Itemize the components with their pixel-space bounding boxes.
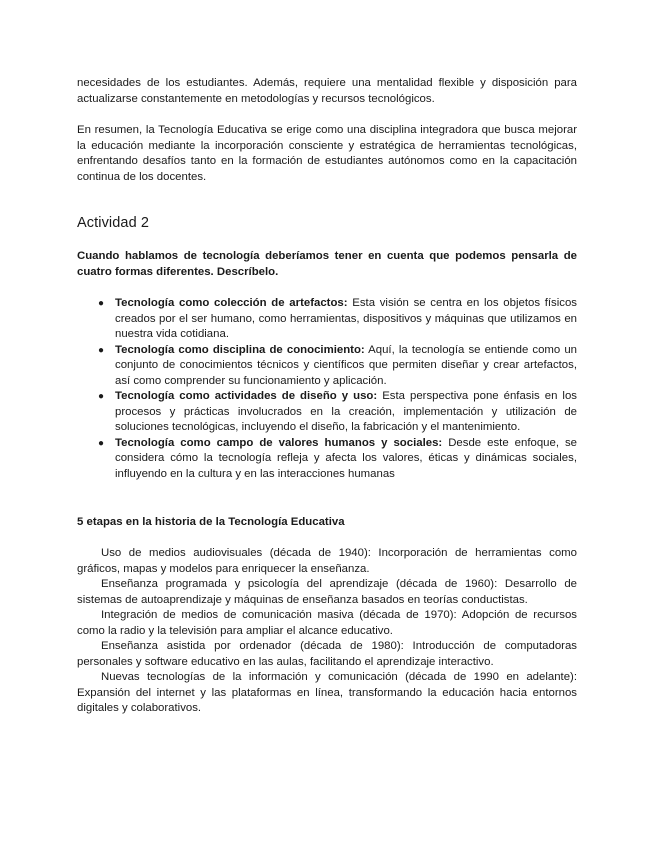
- list-item: [77, 389, 577, 436]
- intro-paragraph-2: En resumen, la Tecnología Educativa se erige como una disciplina integradora que busca mejorar la educación mediante la incorporación consciente y estratégica de herramientas tecnológicas, enfrentando desafíos tanto en la formación de estudiantes autónomos como en la capacitación continua de los docentes.: [77, 124, 577, 183]
- history-stage: Nuevas tecnologías de la información y comunicación (década de 1990 en adelante): Expansión del internet y las plataformas en línea, transformando la educación hacia entornos digitales y colaborativos.: [77, 671, 577, 714]
- history-stage: Enseñanza programada y psicología del aprendizaje (década de 1960): Desarrollo de sistemas de autoaprendizaje y máquinas de enseñanza basados en teorías conductistas.: [77, 578, 577, 606]
- intro-paragraph-1: necesidades de los estudiantes. Además, requiere una mentalidad flexible y disposición para actualizarse constantemente en metodologías y recursos tecnológicos.: [77, 77, 577, 105]
- list-item-term: Tecnología como disciplina de conocimiento:: [115, 343, 365, 356]
- list-item: [77, 436, 577, 483]
- bullet-icon: ●: [98, 391, 105, 402]
- activity-heading: Actividad 2: [77, 215, 150, 231]
- list-item-text: Aquí, la tecnología se entiende como un conjunto de conocimientos técnicos y científicos que permiten diseñar y crear artefactos, así como comprender su funcionamiento y aplicación.: [115, 343, 578, 387]
- list-item-text: Esta perspectiva pone énfasis en los procesos y prácticas involucrados en la creación, implementación y utilización de soluciones tecnológicas, incluyendo el diseño, la fabricación y el mantenimiento.: [115, 390, 577, 433]
- history-stage: Integración de medios de comunicación masiva (década de 1970): Adopción de recursos como la radio y la televisión para ampliar el alcance educativo.: [77, 609, 577, 637]
- technology-forms-list: [77, 296, 577, 482]
- list-item-term: Tecnología como colección de artefactos:: [115, 297, 348, 309]
- list-item-text: Desde este enfoque, se considera cómo la tecnología refleja y afecta los valores, éticas y dinámicas sociales, influyendo en la cultura y en las interacciones humanas: [115, 436, 578, 480]
- list-item: [77, 343, 577, 390]
- bullet-icon: ●: [98, 298, 105, 309]
- list-item-text: Esta visión se centra en los objetos físicos creados por el ser humano, como herramientas, dispositivos y máquinas que utilizamos en nuestra vida cotidiana.: [115, 297, 578, 340]
- list-item: [77, 296, 577, 343]
- list-item-term: Tecnología como actividades de diseño y uso:: [115, 390, 378, 402]
- history-stages: [77, 546, 577, 717]
- list-item-term: Tecnología como campo de valores humanos y sociales:: [115, 436, 443, 449]
- bullet-icon: ●: [98, 344, 105, 356]
- bullet-icon: ●: [98, 437, 105, 449]
- history-stage: Enseñanza asistida por ordenador (década de 1980): Introducción de computadoras personales y software educativo en las aulas, facilitando el aprendizaje interactivo.: [77, 640, 577, 668]
- history-section-title: 5 etapas en la historia de la Tecnología Educativa: [77, 516, 345, 528]
- history-stage: Uso de medios audiovisuales (década de 1940): Incorporación de herramientas como gráficos, mapas y modelos para enriquecer la enseñanza.: [77, 547, 577, 575]
- activity-question: Cuando hablamos de tecnología deberíamos tener en cuenta que podemos pensarla de cuatro formas diferentes. Descríbelo.: [77, 250, 577, 278]
